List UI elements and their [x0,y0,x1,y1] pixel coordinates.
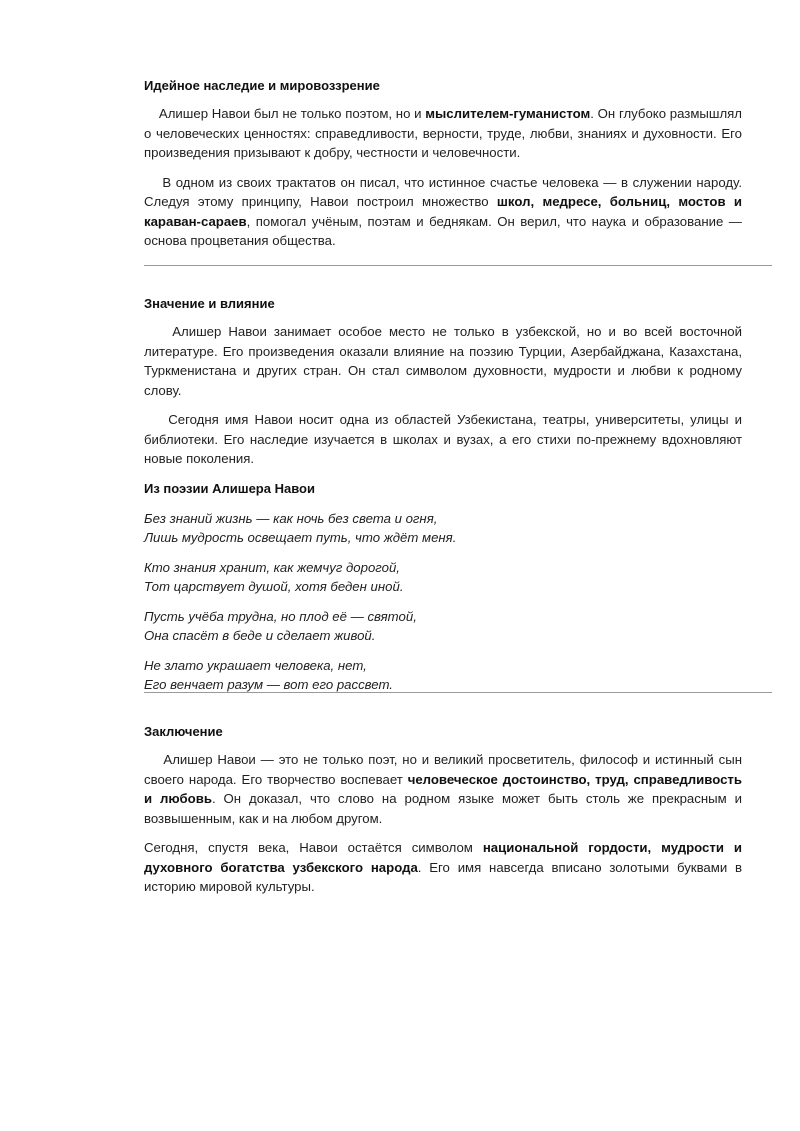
text-run: Алишер Навои был не только поэтом, но и [158,106,426,121]
poem-line: Пусть учёба трудна, но плод её — святой, [144,608,417,624]
horizontal-divider [144,692,772,693]
poem-line: Она спасёт в беде и сделает живой. [144,628,376,643]
poem-line: Его венчает разум — вот его рассвет. [144,677,393,692]
paragraph [144,322,742,400]
section-ideological-heritage [144,78,742,251]
poem [144,509,742,695]
paragraph [144,104,742,163]
bold-run: мыслителем-гуманистом [425,106,591,121]
section-heading: Заключение [144,724,223,739]
bold-run: школ, медресе, больниц, мостов и караван-сараев [144,194,742,229]
text-run: Сегодня, спустя века, Навои остаётся символом [144,840,483,855]
text-run: Сегодня имя Навои носит одна из областей Узбекистана, театры, университеты, улицы и библиотеки. Его наследие изучается в школах и вузах, а его стихи по-прежнему вдохновляют новые поколения. [144,412,742,466]
text-run: Алишер Навои — это не только поэт, но и великий просветитель, философ и истинный сын своего народа. Его творчество воспевает [144,752,742,787]
section-significance [144,296,742,695]
poem-line: Лишь мудрость освещает путь, что ждёт меня. [144,530,457,545]
poem-stanza [144,656,742,695]
poem-line: Без знаний жизнь — как ночь без света и огня, [144,510,438,526]
text-run: Алишер Навои занимает особое место не только в узбекской, но и во всей восточной литературе. Его произведения оказали влияние на поэзию Турции, Азербайджана, Казахстана, Туркменистана и других стран. Он стал символом духовности, мудрости и любви к родному слову. [144,324,743,398]
text-run: В одном из своих трактатов он писал, что истинное счастье человека — в служении народу. Следуя этому принципу, Навои построил множество [144,174,742,209]
poem-stanza [144,509,742,548]
poem-line: Кто знания хранит, как жемчуг дорогой, [144,559,400,575]
poem-stanza [144,607,742,646]
text-run: , помогал учёным, поэтам и беднякам. Он верил, что наука и образование — основа процветания общества. [144,213,742,248]
section-conclusion [144,724,742,897]
horizontal-divider [144,265,772,266]
paragraph [144,173,742,251]
section-heading: Значение и влияние [144,296,275,311]
text-run: . Он глубоко размышлял о человеческих ценностях: справедливости, верности, труде, любви, знаниях и духовности. Его произведения призывают к добру, честности и человечности. [144,106,742,160]
text-run: . Он доказал, что слово на родном языке может быть столь же прекрасным и возвышенным, как и на любом другом. [144,791,742,826]
poem-line: Не злато украшает человека, нет, [144,657,367,673]
section-heading: Идейное наследие и мировоззрение [144,78,380,93]
paragraph [144,750,742,828]
text-run: . Его имя навсегда вписано золотыми буквами в историю мировой культуры. [144,859,742,894]
poem-line: Тот царствует душой, хотя беден иной. [144,579,404,594]
paragraph [144,410,742,469]
poem-stanza [144,558,742,597]
bold-run: национальной гордости, мудрости и духовного богатства узбекского народа [144,840,742,875]
paragraph [144,838,742,897]
poetry-heading: Из поэзии Алишера Навои [144,480,315,496]
bold-run: человеческое достоинство, труд, справедливость и любовь [144,771,742,806]
